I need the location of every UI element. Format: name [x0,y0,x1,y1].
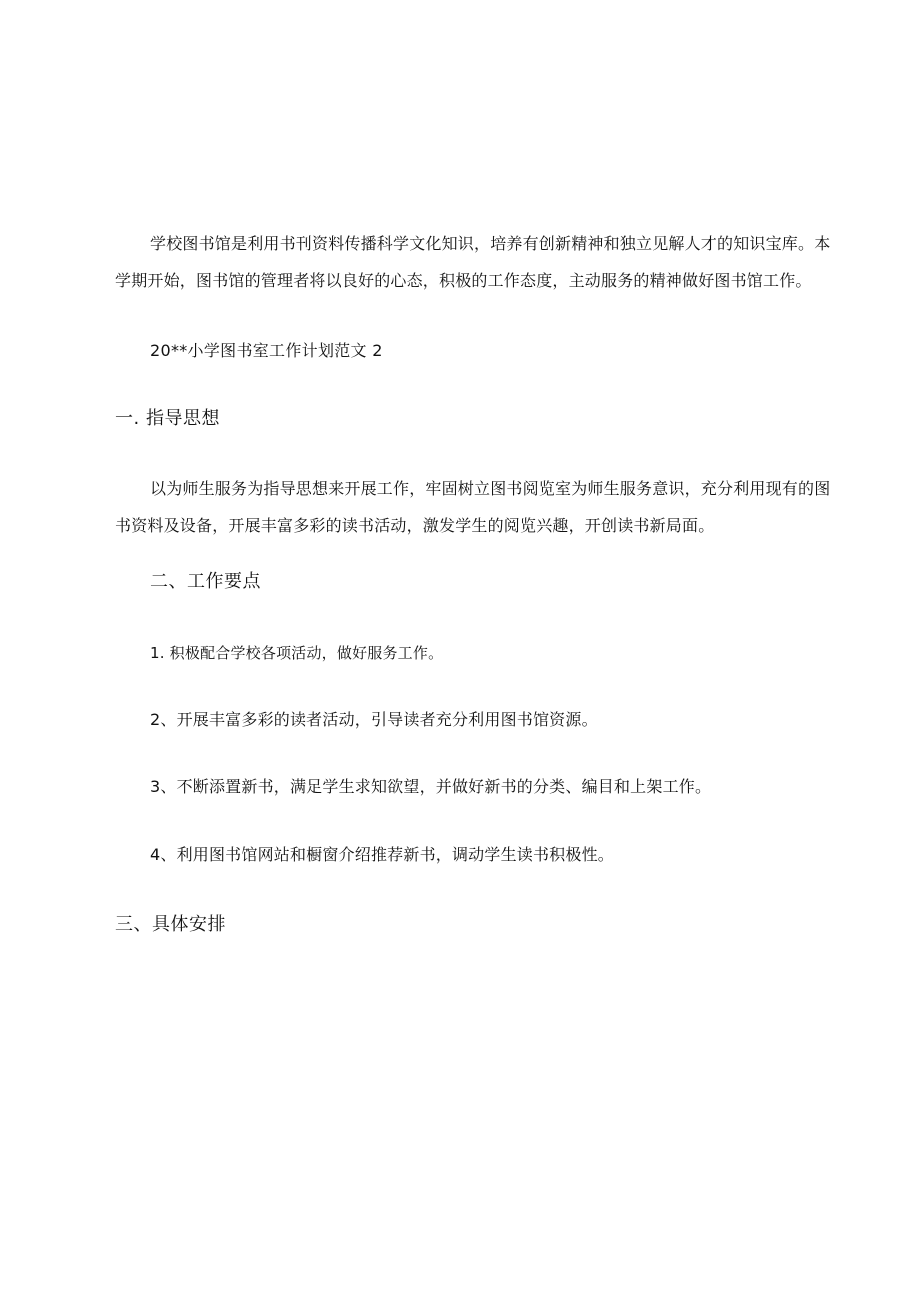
guiding-paragraph-line-1: 以为师生服务为指导思想来开展工作，牢固树立图书阅览室为师生服务意识，充分利用现有的图 [150,479,831,498]
section-heading-specific-arrangements: 三、具体安排 [115,914,226,935]
document-subtitle: 20**小学图书室工作计划范文 2 [150,341,383,360]
section-heading-guiding-thought: 一. 指导思想 [115,408,220,429]
work-point-item-3: 3、不断添置新书，满足学生求知欲望，并做好新书的分类、编目和上架工作。 [150,777,712,796]
intro-paragraph-line-2: 学期开始，图书馆的管理者将以良好的心态，积极的工作态度，主动服务的精神做好图书馆工作。 [115,271,812,290]
intro-paragraph-line-1: 学校图书馆是利用书刊资料传播科学文化知识，培养有创新精神和独立见解人才的知识宝库。本 [150,234,831,253]
work-point-item-1: 1. 积极配合学校各项活动，做好服务工作。 [150,644,444,662]
work-point-item-4: 4、利用图书馆网站和橱窗介绍推荐新书，调动学生读书积极性。 [150,845,614,864]
guiding-paragraph-line-2: 书资料及设备，开展丰富多彩的读书活动，激发学生的阅览兴趣，开创读书新局面。 [115,516,715,535]
section-heading-work-points: 二、工作要点 [150,571,261,592]
work-point-item-2: 2、开展丰富多彩的读者活动，引导读者充分利用图书馆资源。 [150,710,598,729]
